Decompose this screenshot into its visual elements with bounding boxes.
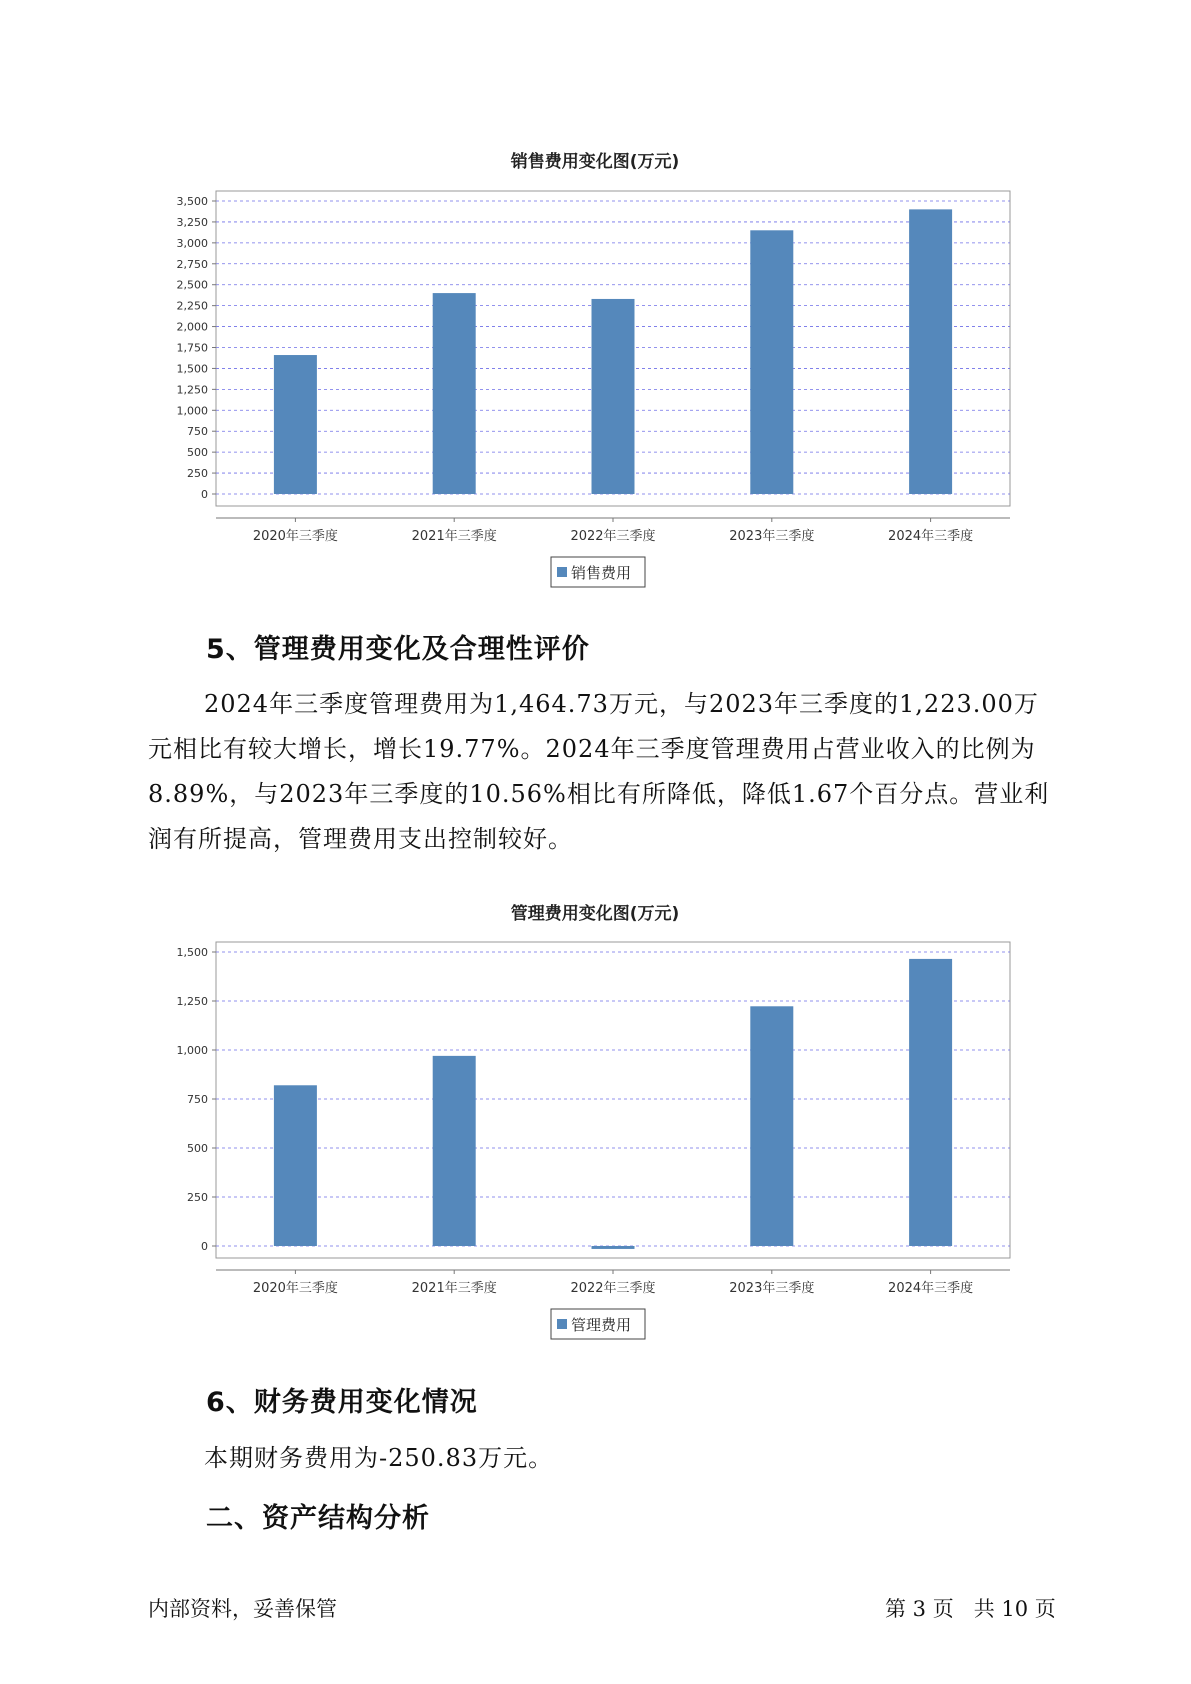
y-tick-label: 500	[187, 446, 208, 460]
y-tick-label: 2,250	[176, 299, 208, 313]
y-tick-label: 750	[187, 425, 208, 439]
y-tick-label: 500	[187, 1142, 208, 1155]
sales-expense-chart	[0, 130, 1191, 590]
footer-page-number: 第 3 页 共 10 页	[885, 1597, 1056, 1621]
bar-5	[909, 959, 952, 1246]
y-tick-label: 1,500	[176, 946, 208, 959]
y-tick-label: 1,250	[176, 995, 208, 1008]
bar-2	[433, 293, 476, 494]
y-tick-label: 1,750	[176, 341, 208, 355]
plot-area	[216, 942, 1010, 1258]
bar-4	[750, 1006, 793, 1246]
bar-4	[750, 230, 793, 494]
section6-text: 本期财务费用为-250.83万元。	[204, 1444, 554, 1472]
bar-1	[274, 355, 317, 494]
x-tick-label: 2020年三季度	[252, 1281, 338, 1296]
y-tick-label: 250	[187, 467, 208, 481]
footer-left: 内部资料，妥善保管	[148, 1597, 337, 1621]
y-tick-label: 0	[201, 488, 208, 501]
y-tick-label: 750	[187, 1093, 208, 1106]
admin-expense-chart-svg	[0, 882, 1191, 1342]
legend-swatch	[557, 1319, 567, 1329]
x-tick-label: 2022年三季度	[570, 1281, 656, 1296]
y-tick-label: 1,500	[176, 362, 208, 376]
section-two-heading: 二、资产结构分析	[206, 1503, 430, 1534]
bar-5	[909, 209, 952, 494]
y-tick-label: 2,500	[176, 278, 208, 292]
y-tick-label: 1,250	[176, 383, 208, 397]
x-tick-label: 2022年三季度	[570, 529, 656, 544]
x-tick-label: 2020年三季度	[252, 529, 338, 544]
x-tick-label: 2024年三季度	[888, 529, 974, 544]
y-tick-label: 1,000	[176, 1044, 208, 1057]
section6-heading: 6、财务费用变化情况	[206, 1387, 478, 1418]
y-tick-label: 2,750	[176, 257, 208, 271]
admin-expense-chart	[0, 882, 1191, 1342]
section5-paragraph: 2024年三季度管理费用为1,464.73万元，与2023年三季度的1,223.00万元相比有较大增长，增长19.77%。2024年三季度管理费用占营业收入的比例为8.89%，与2023年三季度的10.56%相比有所降低，降低1.67个百分点。营业利润有所提高，管理费用支出控制较好。	[148, 690, 1050, 853]
x-tick-label: 2023年三季度	[729, 1281, 815, 1296]
x-tick-label: 2021年三季度	[411, 529, 497, 544]
y-tick-label: 0	[201, 1240, 208, 1253]
y-tick-label: 3,250	[176, 215, 208, 229]
x-tick-label: 2023年三季度	[729, 529, 815, 544]
y-tick-label: 3,500	[176, 195, 208, 208]
legend-label: 销售费用	[571, 564, 632, 582]
section5-heading: 5、管理费用变化及合理性评价	[206, 634, 590, 665]
legend-label: 管理费用	[571, 1316, 632, 1334]
bar-2	[433, 1056, 476, 1246]
legend-swatch	[557, 567, 567, 577]
y-tick-label: 1,000	[176, 404, 208, 418]
y-tick-label: 3,000	[176, 236, 208, 250]
x-tick-label: 2024年三季度	[888, 1281, 974, 1296]
y-tick-label: 250	[187, 1191, 208, 1204]
sales-expense-chart-svg	[0, 130, 1191, 590]
bar-3	[592, 1246, 635, 1249]
bar-1	[274, 1085, 317, 1246]
chart-title: 管理费用变化图(万元)	[510, 904, 680, 924]
chart-title: 销售费用变化图(万元)	[510, 152, 680, 172]
bar-3	[592, 299, 635, 494]
x-tick-label: 2021年三季度	[411, 1281, 497, 1296]
y-tick-label: 2,000	[176, 320, 208, 334]
